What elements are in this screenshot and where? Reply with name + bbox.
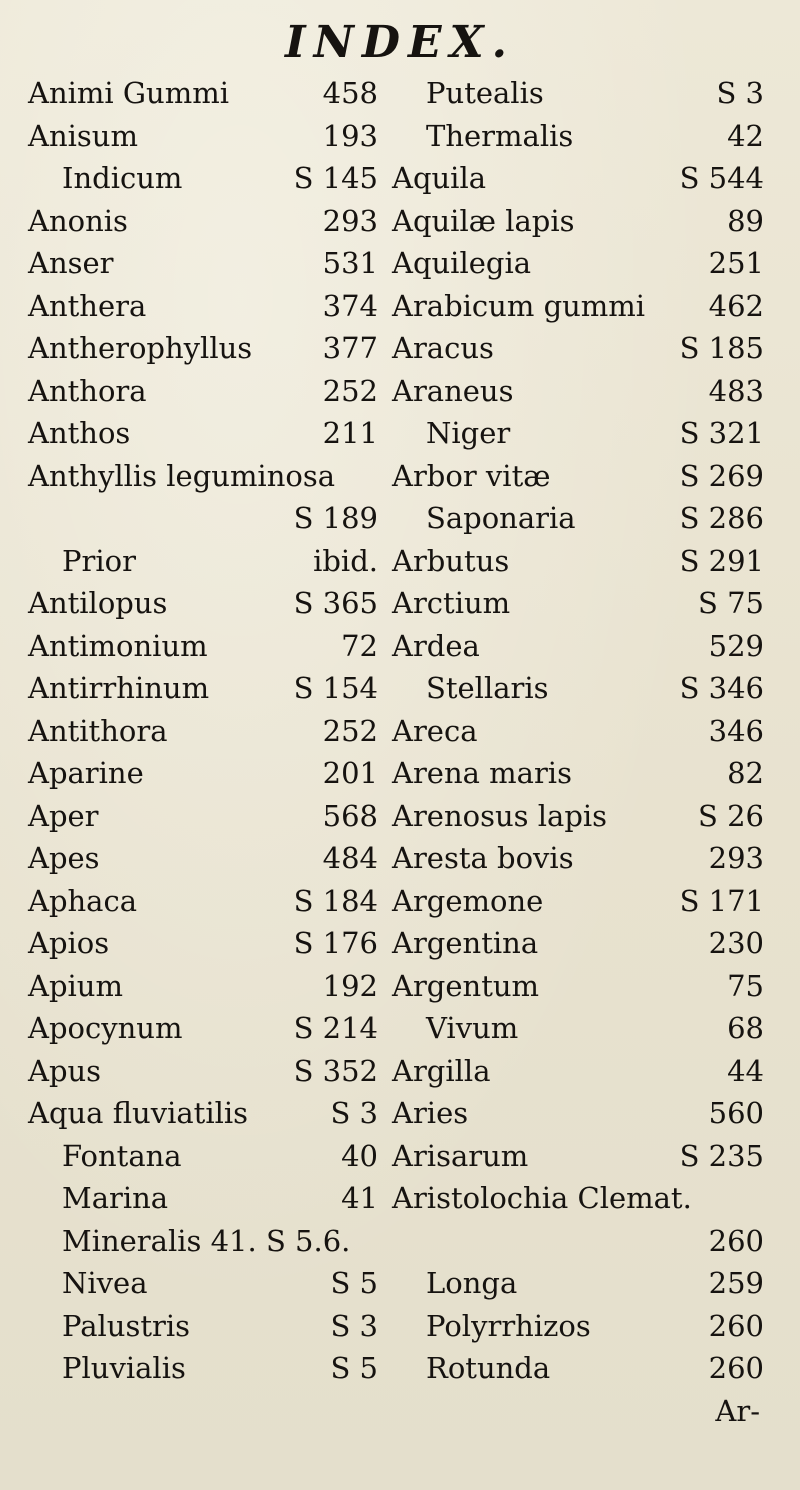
index-term: Argemone [392,883,544,918]
index-entry [28,327,378,370]
index-entry [28,1007,378,1050]
index-entry [28,497,378,540]
index-entry [392,327,764,370]
index-entry [392,497,764,540]
index-entry [28,922,378,965]
page-reference: 201 [322,756,378,790]
index-term: Stellaris [426,671,549,705]
index-term: Aresta bovis [392,841,574,875]
index-entry [392,412,764,455]
page-reference: S 171 [679,883,764,918]
index-entry [392,710,764,753]
page-reference: 346 [708,713,764,748]
page-reference: 72 [341,628,378,663]
index-term: Aquila [392,161,487,195]
index-term: Aparine [28,756,144,790]
index-entry [28,200,378,243]
page-reference: S 321 [679,416,764,450]
index-entry [28,1092,378,1135]
page-reference: 293 [322,203,378,238]
page-reference: 531 [322,246,378,280]
page-reference: S 214 [293,1011,378,1045]
page-reference: S 185 [679,331,764,365]
index-term: Thermalis [426,118,574,153]
page-header: INDEX. [285,17,515,68]
index-entry [392,157,764,200]
index-entry [28,1050,378,1093]
page-reference: S 291 [679,543,764,578]
index-entry [28,1262,378,1305]
index-term: Putealis [426,76,544,110]
index-term: Mineralis 41. S 5.6. [62,1223,351,1258]
page-reference: 484 [322,841,378,875]
page-reference: 529 [708,628,764,663]
index-entry [28,667,378,710]
page-reference: S 346 [679,671,764,705]
index-term: Apes [28,841,100,875]
page-reference: 192 [322,968,378,1003]
index-term: Arena maris [392,756,572,790]
page-reference: 42 [727,118,764,153]
index-term: Ardea [392,628,480,663]
index-entry [392,752,764,795]
index-term: Arbutus [392,543,510,578]
index-term: Apium [28,968,123,1003]
index-entry [28,285,378,328]
index-term: Aquilæ lapis [392,203,575,238]
page-reference: ibid. [313,543,378,578]
index-term: Antilopus [28,586,168,620]
page-reference: S 26 [698,798,764,833]
page-reference: S 269 [679,458,764,493]
index-entry [392,1220,764,1263]
page-reference: S 5 [330,1266,378,1300]
page-reference: 252 [322,373,378,408]
page-reference: S 286 [679,501,764,535]
page-reference: 211 [322,416,378,450]
index-term: Arctium [392,586,511,620]
page-reference: 293 [708,841,764,875]
index-entry [28,880,378,923]
index-term: Indicum [62,161,183,195]
index-entry [28,1305,378,1348]
page-reference: 462 [708,288,764,323]
page-reference: S 3 [716,76,764,110]
index-entry [392,1092,764,1135]
index-term: Aristolochia Clemat. [392,1181,692,1215]
index-entry [392,1135,764,1178]
index-term: Antirrhinum [28,671,210,705]
index-entry [392,880,764,923]
index-entry [28,455,378,498]
index-entry [392,115,764,158]
catchword: Ar- [715,1393,760,1428]
page-reference: 568 [322,798,378,833]
index-term: Areca [392,713,478,748]
index-entry [392,1347,764,1390]
page-reference: 40 [341,1138,378,1173]
page-reference: 41 [341,1181,378,1215]
index-entry [28,752,378,795]
page-reference: S 75 [698,586,764,620]
index-term: Pluvialis [62,1351,186,1385]
index-entry [392,1305,764,1348]
page-reference: S 544 [679,161,764,195]
index-term: Polyrrhizos [426,1308,591,1343]
page-reference: S 184 [293,883,378,918]
page-reference: S 145 [293,161,378,195]
index-term: Anonis [28,203,128,238]
index-entry [392,922,764,965]
page-reference: S 235 [679,1138,764,1173]
index-term: Aper [28,798,99,833]
index-entry [28,582,378,625]
page-reference: 259 [708,1266,764,1300]
index-entry [392,1262,764,1305]
page-reference: 75 [727,968,764,1003]
index-term: Arabicum gummi [392,288,646,323]
index-term: Aqua fluviatilis [28,1096,249,1130]
index-term: Aphaca [28,883,138,918]
index-entry [392,1177,764,1220]
index-entry [28,370,378,413]
index-entry [392,625,764,668]
index-column-left [28,72,378,1390]
index-entry [392,200,764,243]
index-entry [28,540,378,583]
page-reference: 68 [727,1011,764,1045]
index-entry [28,242,378,285]
page-reference: S 5 [330,1351,378,1385]
index-entry [28,965,378,1008]
index-term: Araneus [392,373,514,408]
page-reference: S 3 [330,1096,378,1130]
index-term: Antimonium [28,628,208,663]
index-term: Anthera [28,288,147,323]
index-entry [392,72,764,115]
index-entry [28,710,378,753]
index-term: Anisum [28,118,138,153]
index-term: Argentum [392,968,540,1003]
index-entry [392,455,764,498]
page-reference: S 3 [330,1308,378,1343]
index-entry [28,412,378,455]
index-term: Nivea [62,1266,148,1300]
index-entry [392,667,764,710]
index-column-right [392,72,764,1432]
index-entry [392,1390,764,1433]
index-term: Apocynum [28,1011,183,1045]
index-entry [28,115,378,158]
index-entry [392,540,764,583]
index-entry [392,1007,764,1050]
index-term: Anser [28,246,114,280]
index-term: Anthora [28,373,147,408]
index-term: Antherophyllus [28,331,253,365]
page-reference: S 189 [293,501,378,535]
index-entry [392,965,764,1008]
page-reference: 82 [727,756,764,790]
index-entry [392,582,764,625]
page-reference: 374 [322,288,378,323]
index-entry [392,837,764,880]
index-term: Argentina [392,926,539,960]
index-term: Anthos [28,416,131,450]
index-term: Saponaria [426,501,576,535]
index-term: Aquilegia [392,246,532,280]
index-term: Antithora [28,713,168,748]
page-reference: 193 [322,118,378,153]
index-term: Argilla [392,1053,491,1088]
index-term: Longa [426,1266,518,1300]
index-term: Apus [28,1053,102,1088]
index-entry [28,1347,378,1390]
index-entry [28,1220,378,1263]
index-term: Anthyllis leguminosa [28,458,336,493]
page-reference: 252 [322,713,378,748]
page-reference: 560 [708,1096,764,1130]
page-reference: 458 [322,76,378,110]
index-term: Palustris [62,1308,191,1343]
page-reference: S 176 [293,926,378,960]
index-entry [28,837,378,880]
page-reference: 483 [708,373,764,408]
page-reference: 89 [727,203,764,238]
page-reference: 44 [727,1053,764,1088]
page-reference: 260 [708,1351,764,1385]
page-reference: 377 [322,331,378,365]
page-reference: S 352 [293,1053,378,1088]
index-entry [392,370,764,413]
index-term: Vivum [426,1011,519,1045]
index-entry [392,1050,764,1093]
index-entry [28,625,378,668]
index-term: Aracus [392,331,494,365]
index-entry [28,1177,378,1220]
page-reference: 230 [708,926,764,960]
index-entry [392,795,764,838]
page-reference: 251 [708,246,764,280]
index-term: Marina [62,1181,169,1215]
index-term: Arbor vitæ [392,458,551,493]
index-entry [28,157,378,200]
index-term: Arisarum [392,1138,529,1173]
index-entry [392,242,764,285]
index-entry [28,795,378,838]
index-entry [392,285,764,328]
index-term: Rotunda [426,1351,551,1385]
page-reference: 260 [708,1308,764,1343]
index-term: Prior [62,543,136,578]
index-term: Fontana [62,1138,182,1173]
index-term: Animi Gummi [28,76,230,110]
page-reference: S 154 [293,671,378,705]
index-term: Niger [426,416,511,450]
index-term: Aries [392,1096,469,1130]
page-reference: 260 [708,1223,764,1258]
index-term: Arenosus lapis [392,798,608,833]
index-entry [28,72,378,115]
page-reference: S 365 [293,586,378,620]
index-entry [28,1135,378,1178]
index-term: Apios [28,926,110,960]
